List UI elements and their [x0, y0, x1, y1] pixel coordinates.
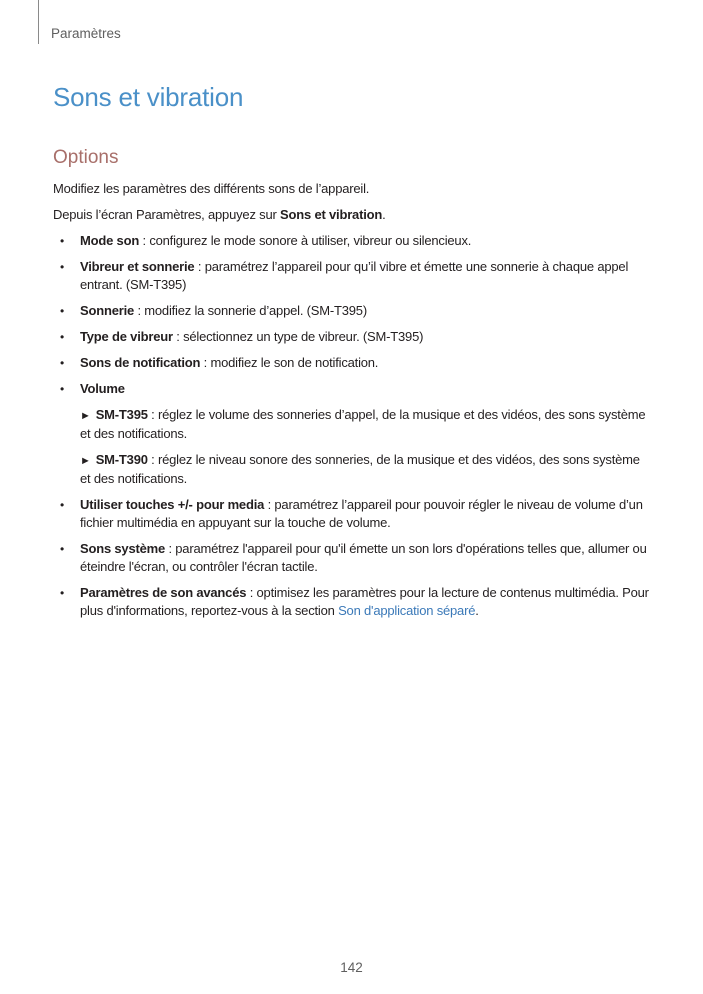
instruction-paragraph	[53, 206, 653, 224]
list-item	[53, 302, 653, 320]
instruction-suffix: .	[382, 207, 386, 222]
bullet-icon: •	[60, 382, 65, 396]
arrow-right-icon: ►	[80, 410, 91, 422]
item-term: Sons système	[80, 541, 166, 556]
item-term: Volume	[80, 381, 125, 396]
list-item	[53, 496, 653, 532]
sub-item-text: : réglez le niveau sonore des sonneries, de la musique et des vidéos, des sons système et des notifications.	[80, 452, 640, 486]
item-term: Type de vibreur	[80, 329, 173, 344]
volume-sub-item	[80, 406, 653, 443]
list-item	[53, 584, 653, 620]
list-item	[53, 354, 653, 372]
list-item	[53, 232, 653, 250]
arrow-right-icon: ►	[80, 455, 91, 467]
page-title: Sons et vibration	[53, 82, 244, 112]
bullet-icon: •	[60, 586, 65, 600]
running-head: Paramètres	[51, 26, 121, 41]
instruction-prefix: Depuis l’écran Paramètres, appuyez sur	[53, 207, 281, 222]
bullet-icon: •	[60, 260, 65, 274]
item-term: Vibreur et sonnerie	[80, 259, 195, 274]
bullet-icon: •	[60, 356, 65, 370]
item-text: : configurez le mode sonore à utiliser, vibreur ou silencieux.	[139, 233, 472, 248]
item-term: Sonnerie	[80, 303, 135, 318]
model-label: SM-T395	[95, 407, 148, 422]
item-term: Sons de notification	[80, 355, 201, 370]
bullet-icon: •	[60, 498, 65, 512]
sub-item-text: : réglez le volume des sonneries d’appel, de la musique et des vidéos, des sons système et des notifications.	[80, 407, 646, 441]
page-number: 142	[340, 960, 363, 975]
intro-paragraph: Modifiez les paramètres des différents sons de l’appareil.	[53, 181, 370, 196]
section-title: Options	[53, 147, 119, 168]
bullet-icon: •	[60, 234, 65, 248]
instruction-bold: Sons et vibration	[280, 207, 383, 222]
item-term: Mode son	[80, 233, 140, 248]
item-text: : modifiez le son de notification.	[200, 355, 379, 370]
item-term: Paramètres de son avancés	[80, 585, 247, 600]
item-text: : modifiez la sonnerie d’appel. (SM-T395)	[134, 303, 367, 318]
item-term: Utiliser touches +/- pour media	[80, 497, 265, 512]
list-item	[53, 258, 653, 294]
volume-sub-item	[80, 451, 653, 488]
list-item	[53, 328, 653, 346]
section-link[interactable]: Son d'application séparé	[338, 603, 476, 618]
item-text: : paramétrez l’appareil pour pouvoir régler le niveau de volume d’un fichier multimédia en appuyant sur la touche de volume.	[80, 497, 643, 530]
item-text-after: .	[475, 603, 479, 618]
header-rule	[38, 0, 39, 44]
bullet-icon: •	[60, 304, 65, 318]
list-item-volume	[53, 380, 653, 488]
item-text: : sélectionnez un type de vibreur. (SM-T395)	[172, 329, 424, 344]
item-text: : optimisez les paramètres pour la lecture de contenus multimédia. Pour plus d'informations, reportez-vous à la section	[80, 585, 649, 618]
bullet-icon: •	[60, 330, 65, 344]
item-text: : paramétrez l’appareil pour qu’il vibre et émette une sonnerie à chaque appel entrant. (SM-T395)	[80, 259, 629, 292]
content	[53, 180, 653, 628]
model-label: SM-T390	[95, 452, 148, 467]
list-item	[53, 540, 653, 576]
bullet-icon: •	[60, 542, 65, 556]
options-list	[53, 232, 653, 620]
item-text: : paramétrez l'appareil pour qu'il émette un son lors d'opérations telles que, allumer ou éteindre l'écran, ou contrôler l'écran tactile.	[80, 541, 647, 574]
